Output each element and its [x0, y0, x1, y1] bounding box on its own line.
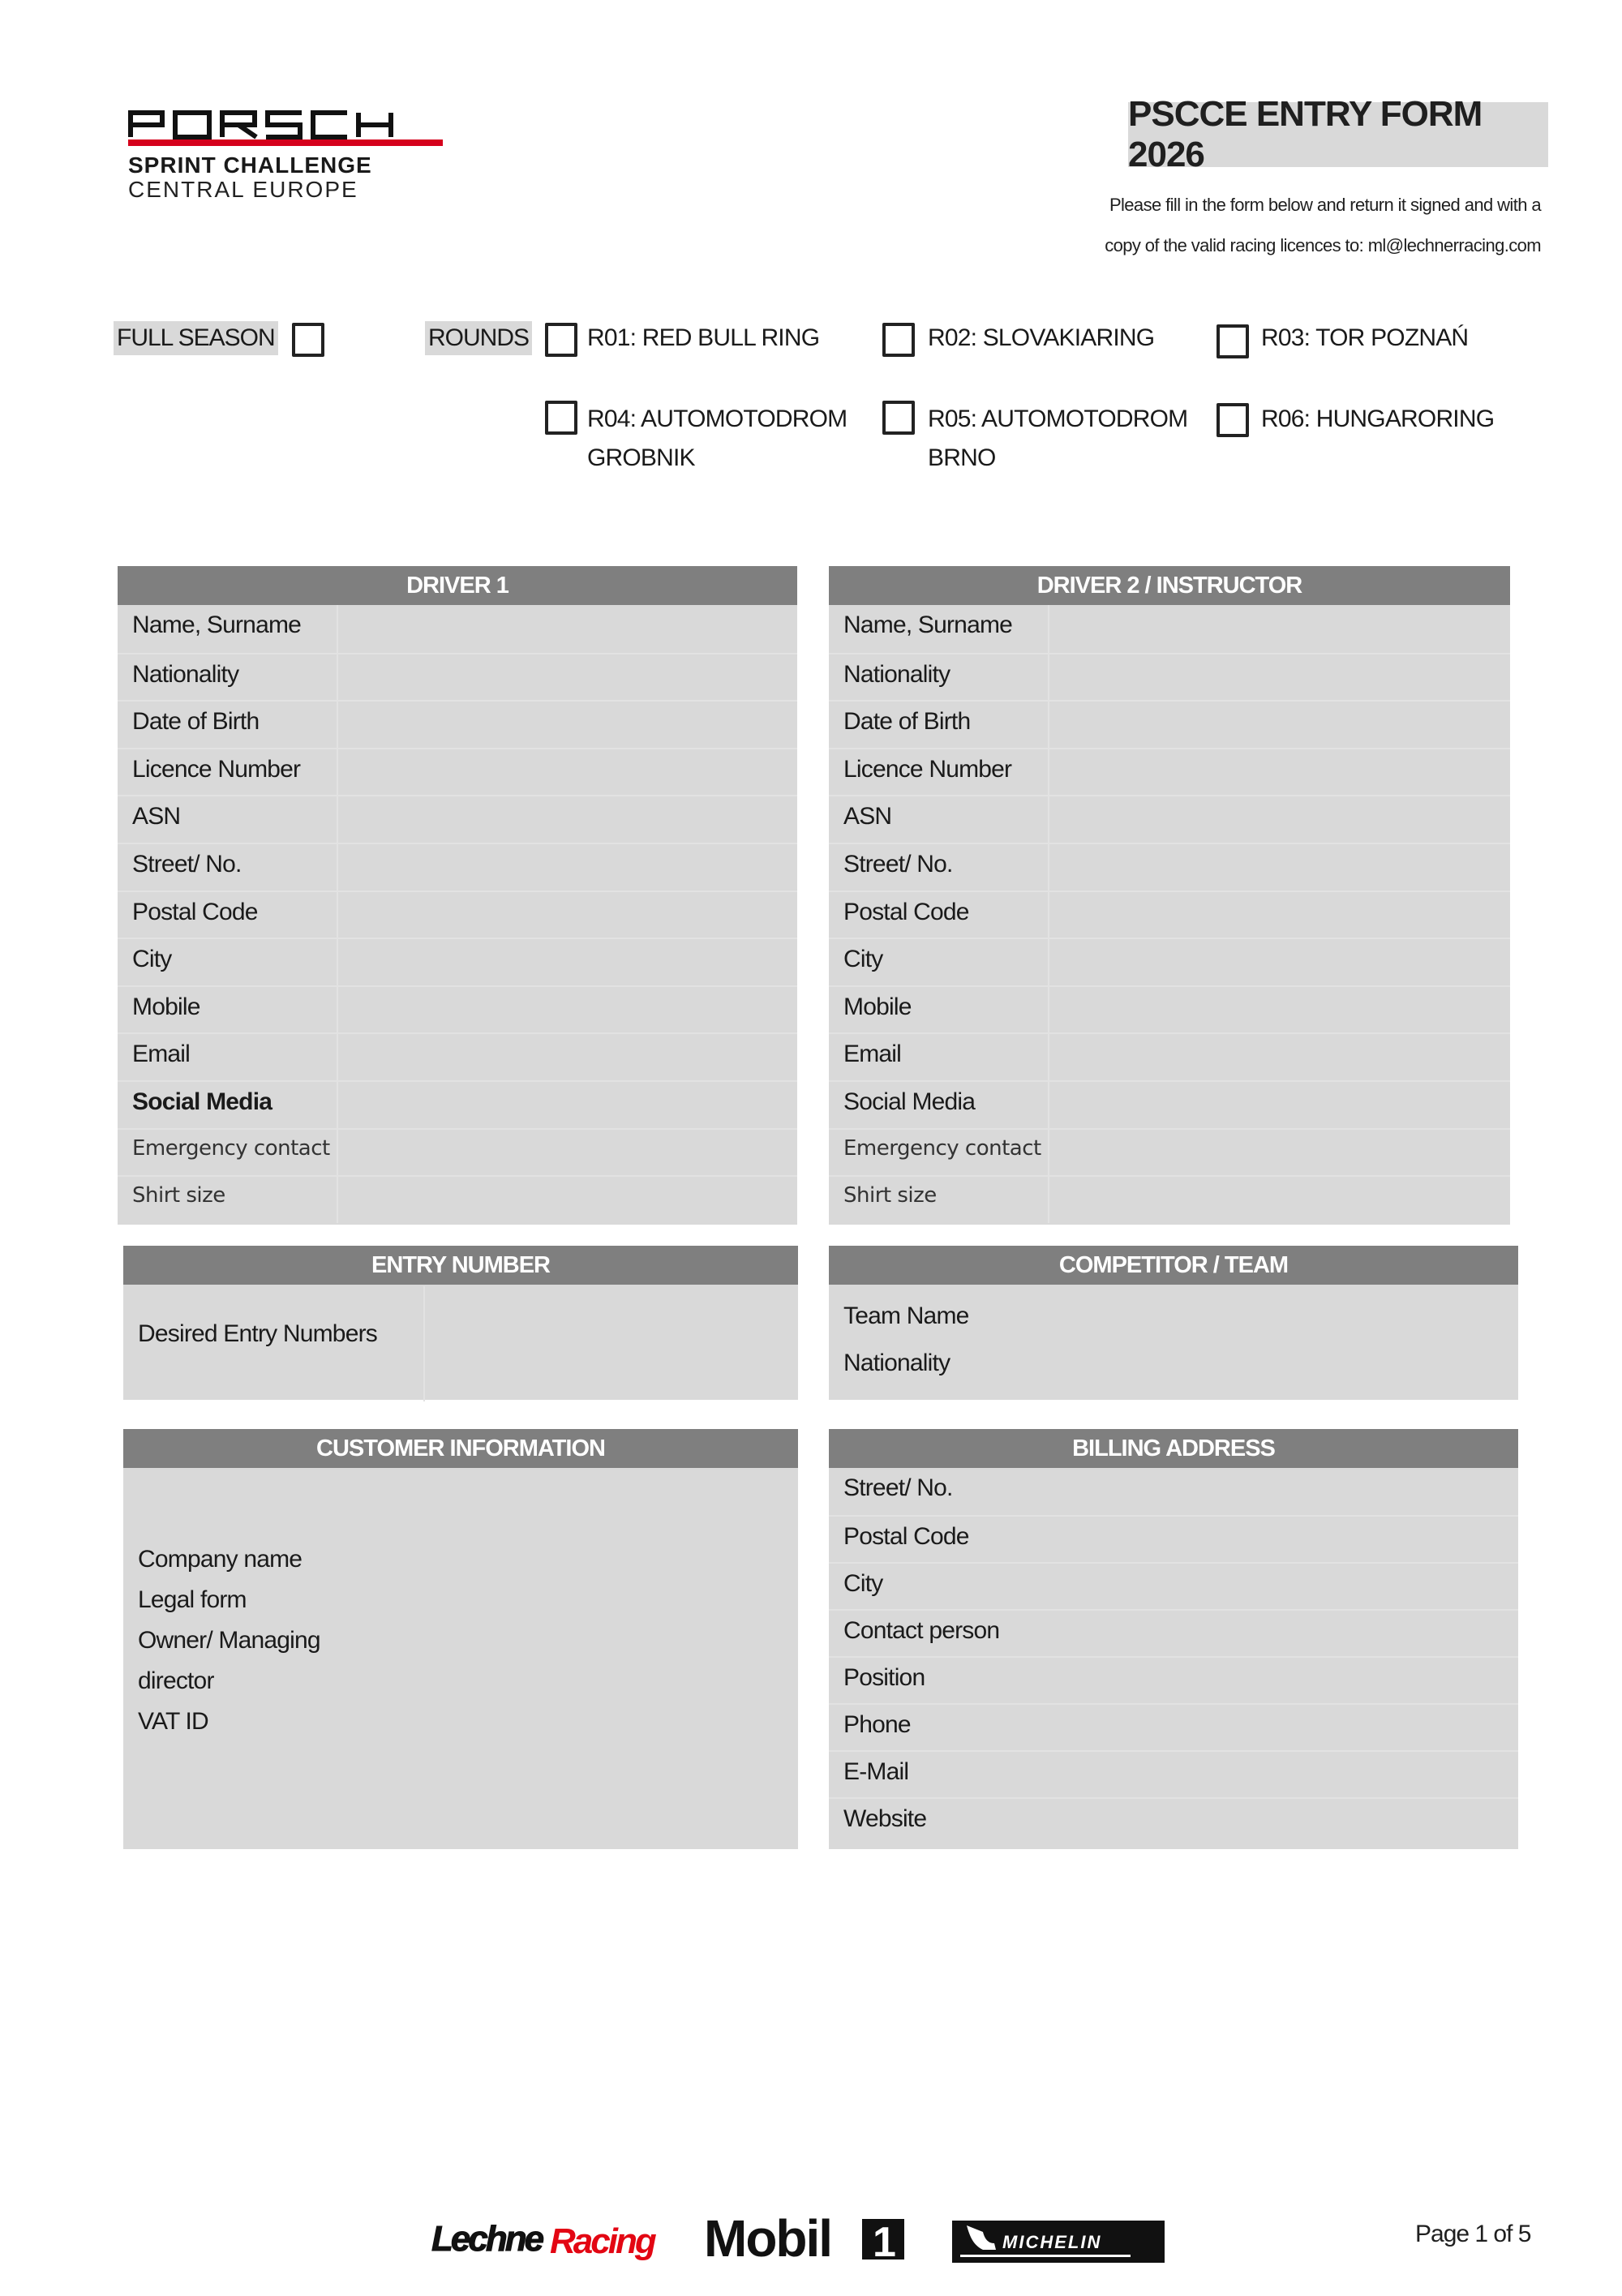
- entry-number-label: Desired Entry Numbers: [138, 1320, 377, 1347]
- billing-fields: [829, 1468, 1518, 1844]
- driver2-section: [829, 566, 1510, 1225]
- field-label: Shirt size: [843, 1183, 937, 1208]
- field-label: Postal Code: [843, 1523, 969, 1550]
- field-label: City: [132, 946, 172, 973]
- company-name-label: Company name: [138, 1546, 303, 1573]
- field-label: Nationality: [132, 660, 239, 688]
- driver1-row: [118, 748, 797, 796]
- field-input[interactable]: [1048, 939, 1510, 985]
- field-label: Emergency contact: [843, 1135, 1041, 1161]
- round-r05-label: R05: AUTOMOTODROM: [928, 406, 1188, 432]
- field-input[interactable]: [337, 1177, 797, 1223]
- team-nationality-input[interactable]: [1040, 1341, 1517, 1385]
- instruction-line-1: Please fill in the form below and return it signed and with a: [1109, 195, 1541, 215]
- field-label: Nationality: [843, 660, 950, 688]
- field-label: Emergency contact: [132, 1135, 330, 1161]
- customer-heading: CUSTOMER INFORMATION: [123, 1429, 798, 1468]
- driver2-row: [829, 1032, 1510, 1080]
- driver1-row: [118, 985, 797, 1033]
- driver1-row: [118, 1128, 797, 1176]
- competitor-section: [829, 1246, 1518, 1400]
- field-input[interactable]: [1048, 1611, 1518, 1656]
- michelin-logo: [952, 2221, 1165, 2267]
- driver2-row: [829, 1175, 1510, 1223]
- field-label: Licence Number: [843, 755, 1012, 783]
- field-label: Name, Surname: [843, 612, 1013, 638]
- brand-subtitle-2: CENTRAL EUROPE: [128, 177, 358, 202]
- field-input[interactable]: [1048, 844, 1510, 891]
- driver1-row: [118, 653, 797, 701]
- driver2-row: [829, 891, 1510, 938]
- round-r06-checkbox[interactable]: [1216, 403, 1249, 437]
- driver1-section: [118, 566, 797, 1225]
- field-input[interactable]: [337, 844, 797, 891]
- director-label: director: [138, 1667, 214, 1694]
- billing-row: [829, 1750, 1518, 1797]
- vat-id-label: VAT ID: [138, 1708, 208, 1735]
- field-input[interactable]: [337, 702, 797, 748]
- field-label: Postal Code: [132, 898, 258, 925]
- driver1-row: [118, 605, 797, 653]
- round-r06-label: R06: HUNGARORING: [1261, 406, 1495, 432]
- field-label: Email: [843, 1041, 902, 1068]
- field-label: Position: [843, 1664, 925, 1691]
- driver2-fields: [829, 605, 1510, 1223]
- field-label: Social Media: [132, 1088, 272, 1115]
- driver2-row: [829, 748, 1510, 796]
- billing-row: [829, 1797, 1518, 1844]
- field-input[interactable]: [337, 796, 797, 843]
- field-input[interactable]: [1048, 796, 1510, 843]
- field-label: City: [843, 1570, 883, 1597]
- field-input[interactable]: [1048, 1564, 1518, 1609]
- mobil1-logo: [704, 2214, 915, 2267]
- field-input[interactable]: [1048, 702, 1510, 748]
- field-input[interactable]: [337, 605, 797, 653]
- field-label: E-Mail: [843, 1758, 909, 1785]
- instruction-line-2: copy of the valid racing licences to: ml@lechnerracing.com: [1105, 235, 1541, 255]
- field-input[interactable]: [1048, 892, 1510, 938]
- field-input[interactable]: [1048, 1177, 1510, 1223]
- field-label: Date of Birth: [132, 708, 260, 736]
- porsche-logo-icon: [128, 110, 408, 139]
- field-label: Postal Code: [843, 898, 969, 925]
- driver1-row: [118, 891, 797, 938]
- billing-row: [829, 1515, 1518, 1562]
- field-label: ASN: [132, 803, 181, 830]
- field-label: Street/ No.: [843, 1474, 953, 1501]
- driver1-row: [118, 1032, 797, 1080]
- competitor-heading: COMPETITOR / TEAM: [829, 1246, 1518, 1285]
- owner-managing-director-input[interactable]: [367, 1624, 796, 1702]
- driver1-fields: [118, 605, 797, 1223]
- driver1-row: [118, 938, 797, 985]
- field-input[interactable]: [337, 1082, 797, 1128]
- field-input[interactable]: [1048, 654, 1510, 701]
- round-r01-label: R01: RED BULL RING: [587, 324, 820, 351]
- round-r04-checkbox[interactable]: [545, 401, 577, 435]
- rounds-label: ROUNDS: [425, 321, 532, 355]
- full-season-label: FULL SEASON: [114, 321, 278, 355]
- round-r04-label: R04: AUTOMOTODROM: [587, 406, 847, 432]
- field-input[interactable]: [337, 1034, 797, 1080]
- field-input[interactable]: [1048, 1752, 1518, 1797]
- driver1-heading: DRIVER 1: [118, 566, 797, 605]
- field-input[interactable]: [337, 654, 797, 701]
- field-label: Shirt size: [132, 1183, 225, 1208]
- field-input[interactable]: [1048, 749, 1510, 796]
- form-title: PSCCE ENTRY FORM 2026: [1128, 94, 1483, 174]
- entry-number-heading: ENTRY NUMBER: [123, 1246, 798, 1285]
- driver2-row: [829, 1080, 1510, 1128]
- billing-row: [829, 1609, 1518, 1656]
- round-r05-checkbox[interactable]: [882, 401, 915, 435]
- driver2-row: [829, 653, 1510, 701]
- field-label: Social Media: [843, 1088, 976, 1115]
- porsche-wordmark: [128, 110, 408, 139]
- billing-row: [829, 1562, 1518, 1609]
- driver2-row: [829, 795, 1510, 843]
- entry-number-input[interactable]: [423, 1286, 801, 1401]
- billing-row: [829, 1656, 1518, 1703]
- driver2-row: [829, 938, 1510, 985]
- lechneracing-text-b: Racing: [550, 2221, 654, 2261]
- field-input[interactable]: [1048, 1517, 1518, 1562]
- round-r02-checkbox[interactable]: [882, 323, 915, 357]
- team-name-input[interactable]: [1040, 1294, 1517, 1338]
- customer-section: [123, 1429, 798, 1849]
- field-label: Contact person: [843, 1617, 1000, 1644]
- field-input[interactable]: [1048, 1799, 1518, 1844]
- field-input[interactable]: [1048, 1082, 1510, 1128]
- billing-row: [829, 1468, 1518, 1515]
- field-input[interactable]: [337, 749, 797, 796]
- billing-heading: BILLING ADDRESS: [829, 1429, 1518, 1468]
- billing-section: [829, 1429, 1518, 1849]
- lechneracing-logo: [430, 2214, 665, 2267]
- round-r01-checkbox[interactable]: [545, 323, 577, 357]
- mobil-one-text: 1: [873, 2219, 896, 2263]
- field-input[interactable]: [337, 987, 797, 1033]
- team-name-label: Team Name: [843, 1302, 969, 1329]
- michelin-text: MICHELIN: [1002, 2232, 1102, 2252]
- field-label: Mobile: [132, 993, 200, 1020]
- field-label: Date of Birth: [843, 708, 971, 736]
- field-input[interactable]: [1048, 605, 1510, 653]
- field-label: Mobile: [843, 993, 912, 1020]
- field-input[interactable]: [1048, 987, 1510, 1033]
- driver1-row: [118, 843, 797, 891]
- field-input[interactable]: [1048, 1468, 1518, 1515]
- field-input[interactable]: [337, 892, 797, 938]
- field-label: Name, Surname: [132, 612, 302, 638]
- company-name-input[interactable]: [367, 1543, 796, 1580]
- field-label: City: [843, 946, 883, 973]
- field-input[interactable]: [1048, 1034, 1510, 1080]
- field-label: Email: [132, 1041, 191, 1068]
- driver2-row: [829, 985, 1510, 1033]
- vat-id-input[interactable]: [367, 1705, 796, 1742]
- driver2-heading: DRIVER 2 / INSTRUCTOR: [829, 566, 1510, 605]
- logo-red-bar: [128, 139, 443, 146]
- field-input[interactable]: [337, 939, 797, 985]
- round-r03-checkbox[interactable]: [1216, 324, 1249, 358]
- legal-form-label: Legal form: [138, 1586, 247, 1613]
- driver1-row: [118, 795, 797, 843]
- field-label: Phone: [843, 1711, 911, 1738]
- field-label: Licence Number: [132, 755, 301, 783]
- driver1-row: [118, 700, 797, 748]
- driver1-row: [118, 1080, 797, 1128]
- field-input[interactable]: [337, 1130, 797, 1176]
- legal-form-input[interactable]: [367, 1583, 796, 1620]
- owner-managing-label: Owner/ Managing: [138, 1627, 320, 1654]
- driver2-row: [829, 843, 1510, 891]
- field-label: Street/ No.: [132, 850, 242, 878]
- field-label: ASN: [843, 803, 892, 830]
- form-title-box: [1128, 94, 1548, 174]
- driver2-row: [829, 700, 1510, 748]
- round-r03-label: R03: TOR POZNAŃ: [1261, 324, 1469, 351]
- mobil-text: Mobil: [704, 2214, 832, 2263]
- field-input[interactable]: [1048, 1658, 1518, 1703]
- billing-row: [829, 1703, 1518, 1750]
- round-r05-label-line2: BRNO: [928, 444, 996, 471]
- field-label: Website: [843, 1805, 927, 1832]
- driver2-row: [829, 1128, 1510, 1176]
- brand-subtitle-1: SPRINT CHALLENGE: [128, 152, 372, 178]
- driver2-row: [829, 605, 1510, 653]
- full-season-checkbox[interactable]: [292, 323, 324, 357]
- field-input[interactable]: [1048, 1130, 1510, 1176]
- team-nationality-label: Nationality: [843, 1350, 950, 1376]
- driver1-row: [118, 1175, 797, 1223]
- round-r04-label-line2: GROBNIK: [587, 444, 695, 471]
- lechneracing-text-a: Lechne: [431, 2219, 543, 2259]
- page-number: Page 1 of 5: [1415, 2221, 1531, 2247]
- round-r02-label: R02: SLOVAKIARING: [928, 324, 1155, 351]
- field-input[interactable]: [1048, 1705, 1518, 1750]
- field-label: Street/ No.: [843, 850, 953, 878]
- entry-number-section: [123, 1246, 798, 1400]
